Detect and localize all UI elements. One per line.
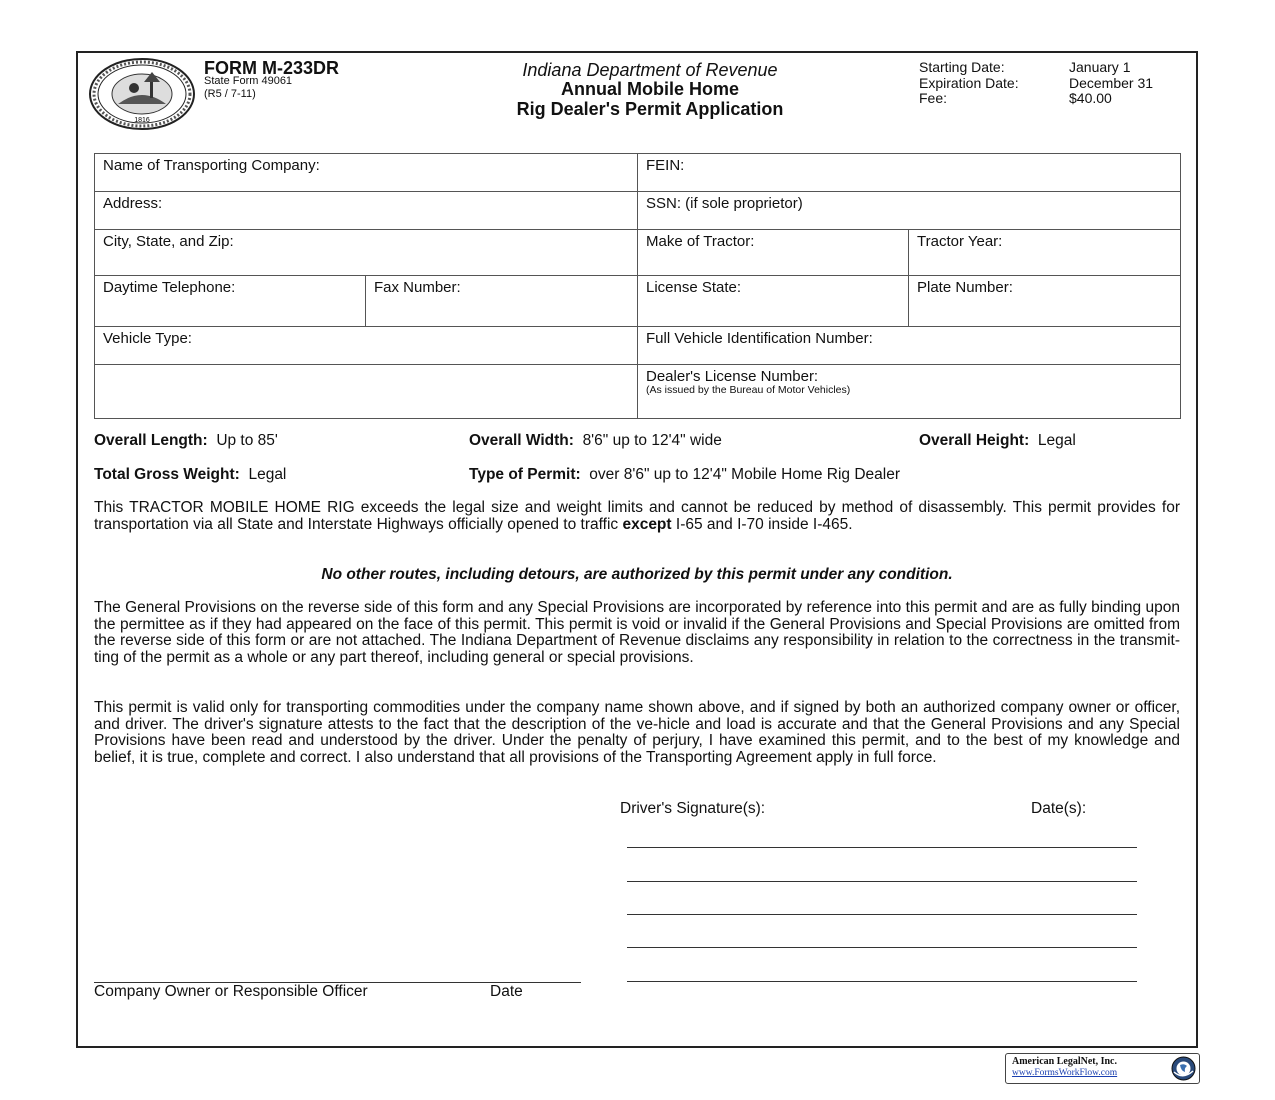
company-name-field[interactable]: Name of Transporting Company:: [95, 154, 638, 192]
address-field[interactable]: Address:: [95, 192, 638, 230]
svg-text:1816: 1816: [134, 117, 150, 124]
total-gross-weight-value: Legal: [248, 466, 287, 483]
overall-length-value: Up to 85': [216, 432, 278, 449]
driver-signature-line[interactable]: [627, 947, 1137, 948]
driver-date-label: Date(s):: [1031, 800, 1087, 817]
overall-width-label: Overall Width:: [469, 432, 574, 449]
overall-width: [469, 432, 722, 450]
form-title-line2: Rig Dealer's Permit Application: [516, 99, 784, 119]
type-of-permit: [469, 466, 900, 484]
total-gross-weight-label: Total Gross Weight:: [94, 466, 240, 483]
overall-height-value: Legal: [1037, 432, 1076, 449]
daytime-telephone-field[interactable]: Daytime Telephone:: [95, 276, 366, 327]
license-state-field[interactable]: License State:: [638, 276, 909, 327]
total-gross-weight: [94, 466, 286, 484]
agency-name: Indiana Department of Revenue: [522, 60, 778, 80]
driver-signature-line[interactable]: [627, 881, 1137, 882]
driver-signature-line[interactable]: [627, 847, 1137, 848]
vehicle-type-field[interactable]: Vehicle Type:: [95, 327, 638, 365]
fee-value: $40.00: [1069, 90, 1112, 106]
globe-icon: [1171, 1056, 1196, 1081]
officer-signature-label: Company Owner or Responsible Officer: [94, 983, 368, 1000]
overall-height: [919, 432, 1076, 450]
starting-date-value: January 1: [1069, 59, 1131, 75]
state-form-number: State Form 49061: [204, 75, 293, 87]
expiration-date-label: Expiration Date:: [919, 75, 1019, 91]
blank-field: [95, 365, 638, 419]
driver-signature-line[interactable]: [627, 981, 1137, 982]
dealer-license-label: Dealer's License Number:: [646, 368, 819, 385]
form-title-line1: Annual Mobile Home: [560, 79, 739, 99]
driver-signature-label: Driver's Signature(s):: [620, 800, 766, 817]
fax-number-field[interactable]: Fax Number:: [366, 276, 638, 327]
plate-number-field[interactable]: Plate Number:: [909, 276, 1181, 327]
overall-height-label: Overall Height:: [919, 432, 1030, 449]
ssn-field[interactable]: SSN: (if sole proprietor): [638, 192, 1181, 230]
vin-field[interactable]: Full Vehicle Identification Number:: [638, 327, 1181, 365]
type-of-permit-label: Type of Permit:: [469, 466, 581, 483]
publisher-name: American LegalNet, Inc.: [1012, 1056, 1117, 1067]
starting-date-label: Starting Date:: [919, 59, 1005, 75]
route-warning: No other routes, including detours, are authorized by this permit under any condition.: [321, 566, 953, 583]
publisher-link[interactable]: www.FormsWorkFlow.com: [1012, 1068, 1118, 1078]
fee-label: Fee:: [919, 90, 948, 106]
form-number: FORM M-233DR: [204, 58, 340, 78]
permit-scope-paragraph: This TRACTOR MOBILE HOME RIG exceeds the legal size and weight limits and cannot be reduced by method of disassembly. This permit provides for transportation via all State and Interstate Highways officially opened to traffic except I-65 and I-70 inside I-465.: [94, 499, 1180, 533]
validity-paragraph: This permit is valid only for transporting commodities under the company name shown above, and if signed by both an authorized company owner or officer, and driver. The driver's signature attests to the fact that the description of the ve-hicle and load is accurate and that the General Provisions and any Special Provisions have been read and understood by the driver. Under the penalty of perjury, I have examined this permit, and to the best of my knowledge and belief, it is true, complete and correct. I also understand that all provisions of the Transporting Agreement apply in full force.: [94, 699, 1180, 767]
application-fields-table: [94, 153, 1181, 419]
officer-date-label: Date: [490, 983, 523, 1000]
indiana-state-seal-icon: [88, 58, 196, 130]
general-provisions-paragraph: The General Provisions on the reverse side of this form and any Special Provisions are incorporated by reference into this permit and are as fully binding upon the permittee as if they had appeared on the face of this permit. This permit is void or invalid if the General Provisions and Special Provisions are omitted from the reverse side of this form or are not attached. The Indiana Department of Revenue disclaims any responsibility in relation to the correctness in the transmit-ting of the permit as a whole or any part thereof, including general or special provisions.: [94, 599, 1180, 667]
type-of-permit-value: over 8'6" up to 12'4" Mobile Home Rig Dealer: [589, 466, 901, 483]
dealer-license-field[interactable]: [638, 365, 1181, 419]
city-state-zip-field[interactable]: City, State, and Zip:: [95, 230, 638, 276]
driver-signature-line[interactable]: [627, 914, 1137, 915]
revision-code: (R5 / 7-11): [204, 88, 256, 100]
overall-length-label: Overall Length:: [94, 432, 208, 449]
expiration-date-value: December 31: [1069, 75, 1154, 91]
make-of-tractor-field[interactable]: Make of Tractor:: [638, 230, 909, 276]
tractor-year-field[interactable]: Tractor Year:: [909, 230, 1181, 276]
fein-field[interactable]: FEIN:: [638, 154, 1181, 192]
dealer-license-note: (As issued by the Bureau of Motor Vehicles): [646, 384, 851, 396]
overall-width-value: 8'6" up to 12'4" wide: [582, 432, 722, 449]
publisher-logo: [1005, 1053, 1200, 1084]
overall-length: [94, 432, 278, 450]
